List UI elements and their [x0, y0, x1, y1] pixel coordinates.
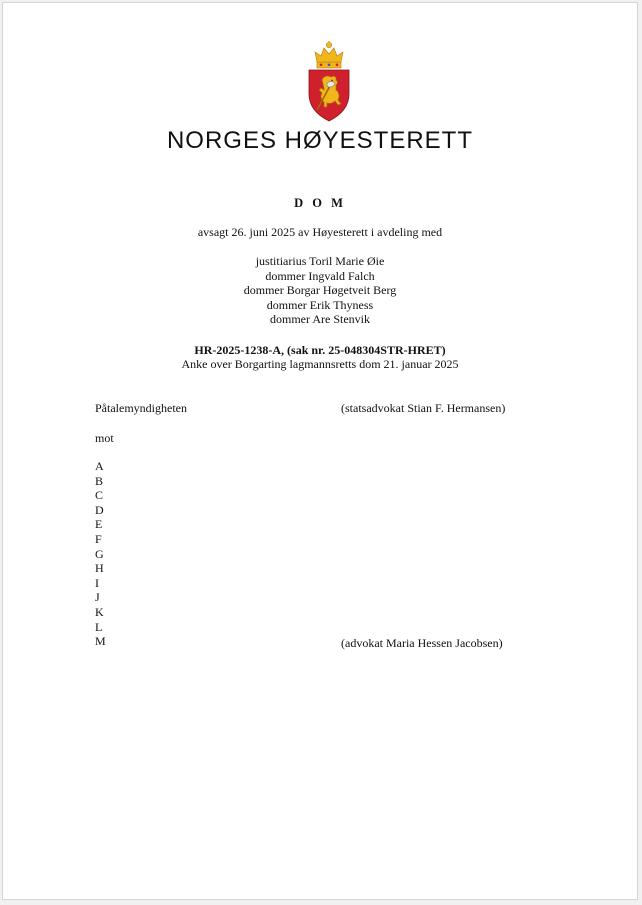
- defendant-item: E: [95, 517, 103, 532]
- defense-counsel: (advokat Maria Hessen Jacobsen): [341, 636, 503, 650]
- court-logo-text: NORGES HØYESTERETT: [166, 127, 474, 154]
- defendant-item: L: [95, 619, 103, 634]
- judge-name: dommer Erik Thyness: [266, 297, 374, 312]
- case-number: HR-2025-1238-A, (sak nr. 25-048304STR-HRET): [194, 343, 446, 357]
- judge-name: justitiarius Toril Marie Øie: [255, 254, 385, 268]
- defendant-item: G: [95, 546, 104, 561]
- prosecution-counsel: (statsadvokat Stian F. Hermansen): [341, 401, 506, 415]
- norwegian-lion-crest-icon: [305, 40, 353, 122]
- defendants-list: [95, 459, 106, 649]
- judge-name: dommer Ingvald Falch: [265, 268, 375, 283]
- judge-name: dommer Borgar Høgetveit Berg: [243, 283, 397, 298]
- defendant-item: F: [95, 531, 102, 546]
- defendant-item: I: [95, 575, 99, 590]
- defendant-item: K: [95, 604, 104, 619]
- defendant-item: B: [95, 473, 104, 488]
- appeal-line: Anke over Borgarting lagmannsretts dom 21. januar 2025: [181, 357, 459, 371]
- judges-list: [3, 254, 637, 327]
- document-title: D O M: [294, 196, 346, 210]
- issued-line: avsagt 26. juni 2025 av Høyesterett i avdeling med: [197, 225, 443, 239]
- defendant-item: A: [95, 459, 104, 473]
- judge-name: dommer Are Stenvik: [270, 312, 370, 327]
- defendant-item: D: [95, 502, 104, 517]
- document-page: [2, 2, 638, 900]
- defendant-item: C: [95, 488, 104, 503]
- defendant-item: H: [95, 561, 104, 576]
- prosecution-party: Påtalemyndigheten: [95, 401, 187, 415]
- defendant-item: M: [95, 634, 106, 649]
- versus-label: mot: [95, 431, 114, 445]
- defendant-item: J: [95, 590, 100, 605]
